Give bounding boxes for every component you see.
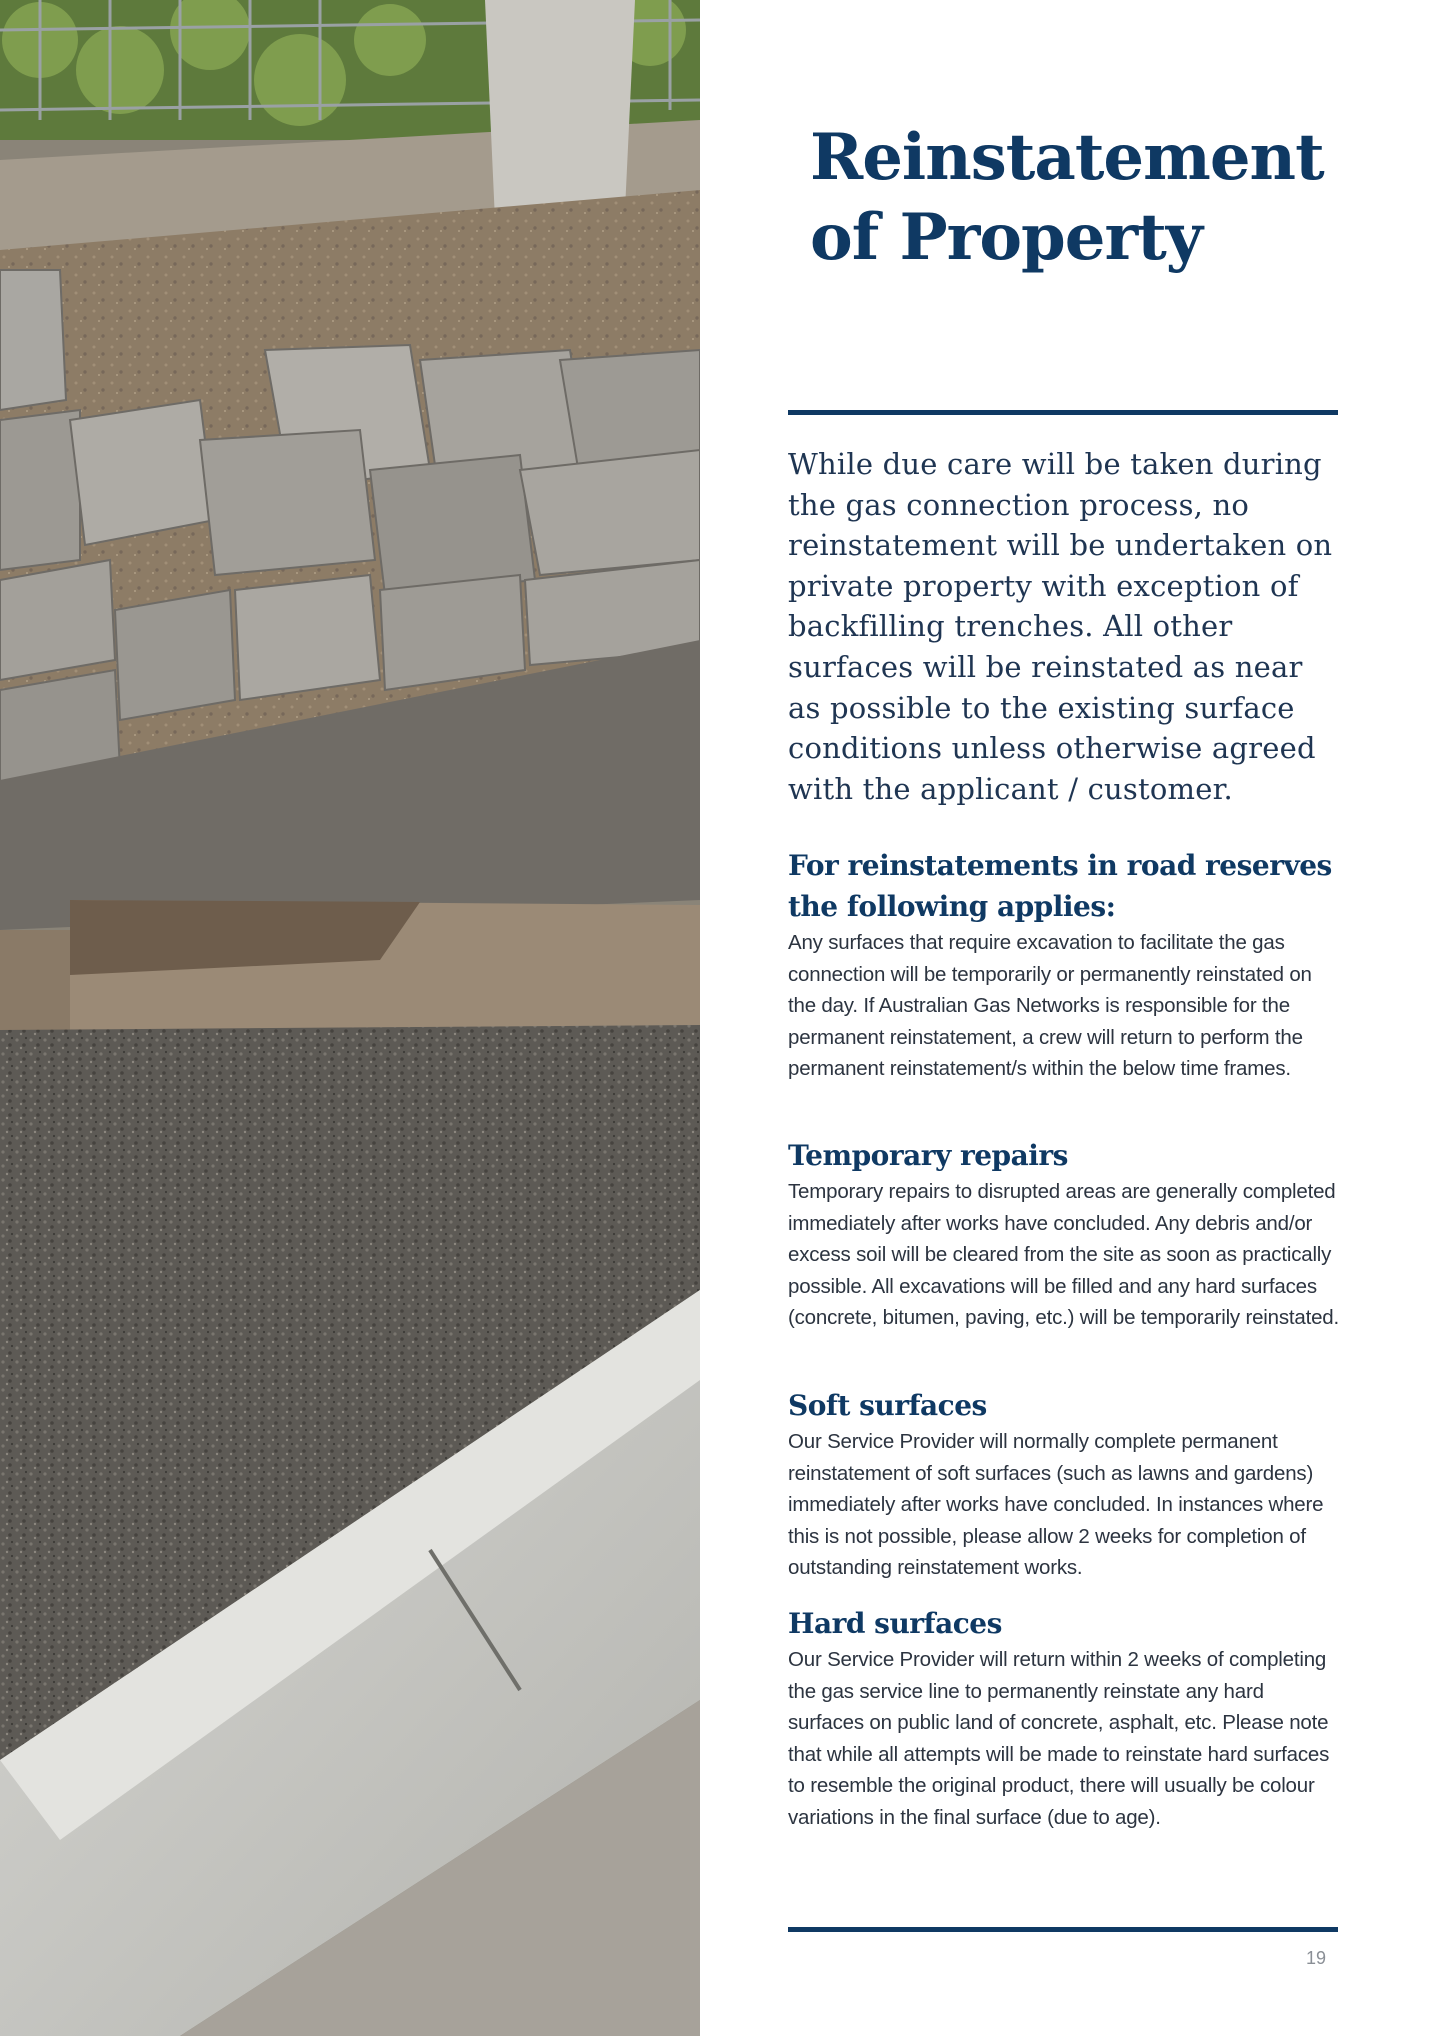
content-column — [788, 0, 1338, 2036]
title-line-1: Reinstatement — [810, 120, 1324, 195]
section-body: Our Service Provider will normally complete permanent reinstatement of soft surfaces (such as lawns and gardens) immediately after works have concluded. In instances where this is not possible, please allow 2 weeks for completion of outstanding reinstatement works. — [788, 1430, 1324, 1579]
section-heading: Soft surfaces — [788, 1389, 987, 1422]
section-heading: Hard surfaces — [788, 1607, 1002, 1640]
title-line-2: of Property — [810, 200, 1202, 275]
section-soft-surfaces — [788, 1385, 1340, 1584]
page-number: 19 — [1305, 1948, 1326, 1968]
section-body: Temporary repairs to disrupted areas are generally completed immediately after works have concluded. Any debris and/or excess soil will be cleared from the site as soon as practically possible. All excavations will be filled and any hard surfaces (concrete, bitumen, paving, etc.) will be temporarily reinstated. — [788, 1180, 1340, 1329]
section-hard-surfaces — [788, 1603, 1340, 1833]
section-heading: Temporary repairs — [788, 1139, 1068, 1172]
section-heading: For reinstatements in road reserves the following applies: — [788, 849, 1332, 923]
section-body: Our Service Provider will return within 2 weeks of completing the gas service line to permanently reinstate any hard surfaces on public land of concrete, asphalt, etc. Please note that while all attempts will be made to reinstate hard surfaces to resemble the original product, there will usually be colour variations in the final surface (due to age). — [788, 1648, 1330, 1829]
property-photo-illustration — [0, 0, 700, 2036]
top-divider — [788, 410, 1338, 415]
page-title — [810, 118, 1330, 278]
section-road-reserves — [788, 845, 1340, 1085]
section-temporary-repairs — [788, 1135, 1340, 1334]
section-body: Any surfaces that require excavation to facilitate the gas connection will be temporarily or permanently reinstated on the day. If Australian Gas Networks is responsible for the permanent reinstatement, a crew will return to perform the permanent reinstatement/s within the below time frames. — [788, 931, 1312, 1080]
property-photo — [0, 0, 700, 2036]
intro-paragraph: While due care will be taken during the gas connection process, no reinstatement will be undertaken on private property with exception of backfilling trenches. All other surfaces will be reinstated as near as possible to the existing surface conditions unless otherwise agreed with the applicant / customer. — [788, 447, 1333, 806]
bottom-divider — [788, 1927, 1338, 1932]
